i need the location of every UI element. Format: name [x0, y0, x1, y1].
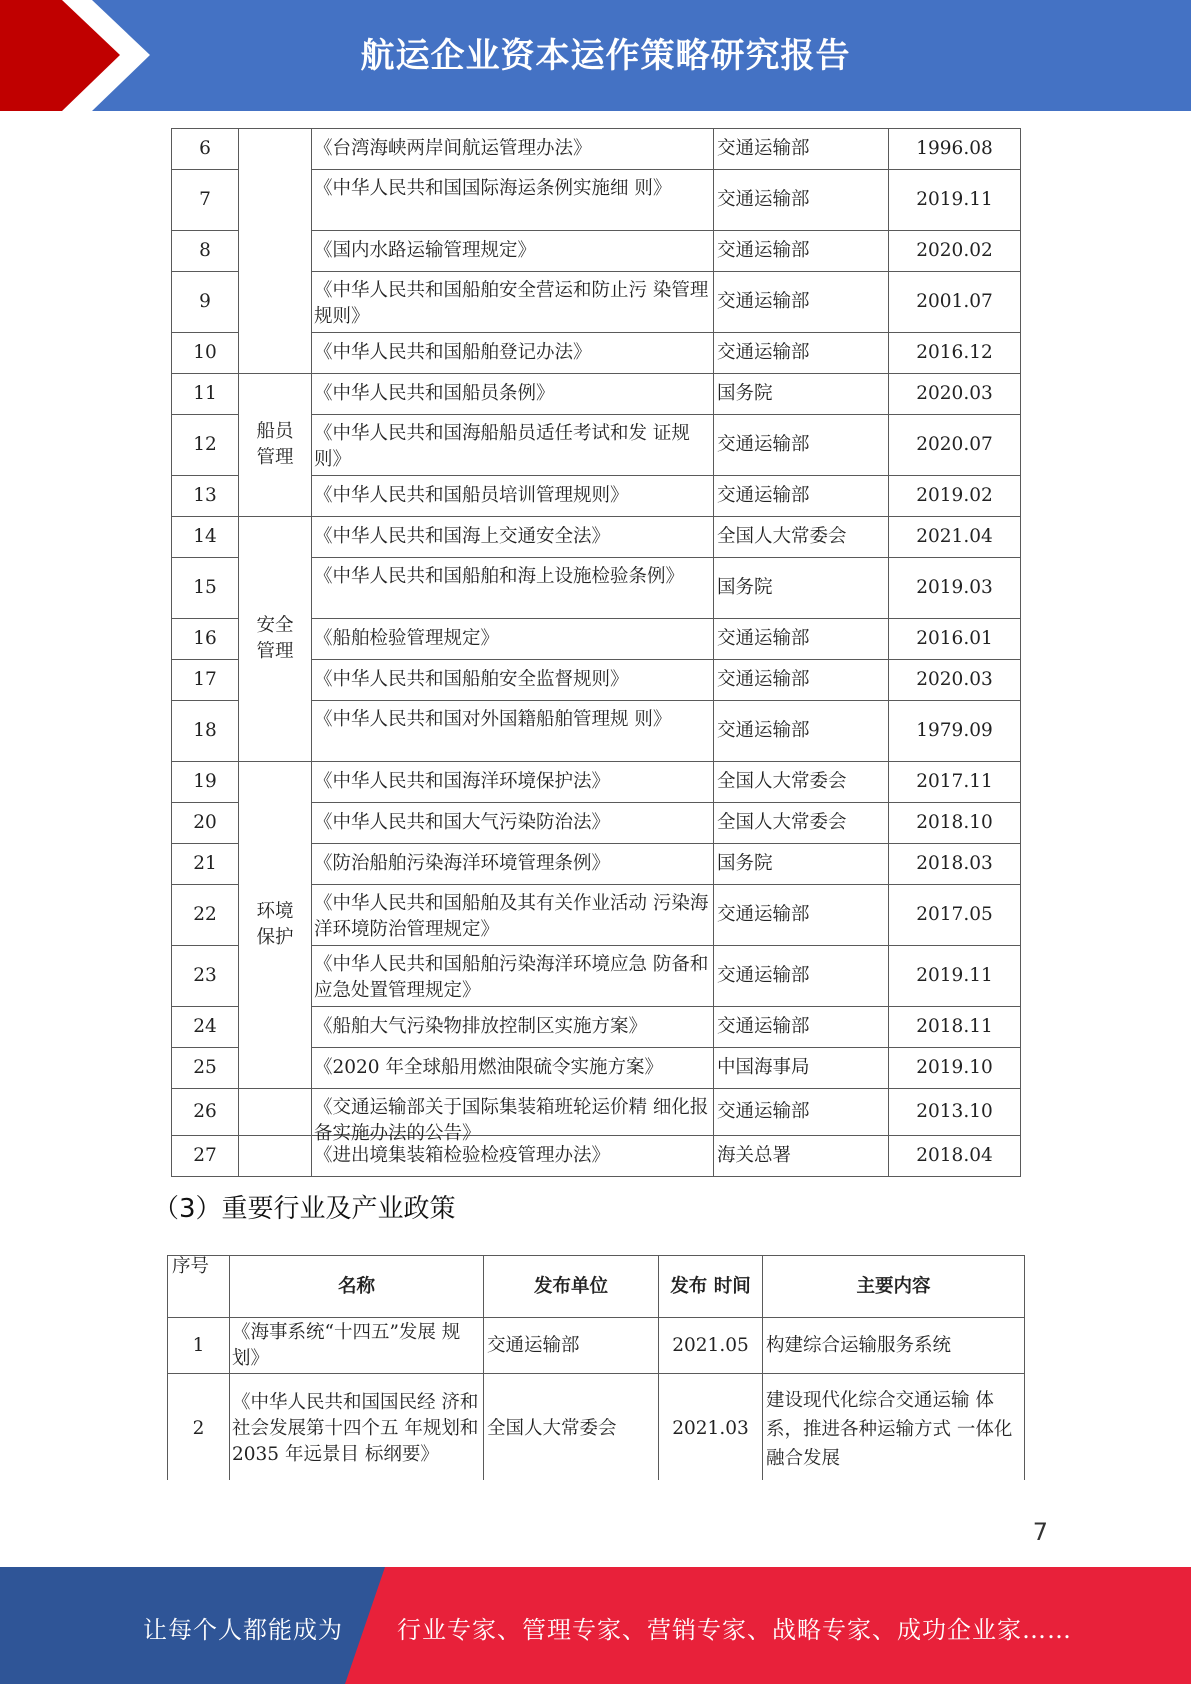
issuer: 交通运输部 — [714, 272, 889, 333]
issuer: 国务院 — [714, 844, 889, 885]
policies-table — [167, 1255, 1025, 1485]
issue-date: 2013.10 — [889, 1089, 1021, 1136]
issue-date: 2016.01 — [889, 619, 1021, 660]
category-cell-empty — [239, 1136, 312, 1177]
header-date: 发布 时间 — [659, 1256, 763, 1318]
regulation-name: 《中华人民共和国船舶安全监督规则》 — [312, 660, 714, 701]
policy-name: 《中华人民共和国国民经 济和社会发展第十四个五 年规划和 2035 年远景目 标纲要》 — [230, 1374, 484, 1485]
issuer: 交通运输部 — [714, 946, 889, 1007]
regulation-name: 《中华人民共和国船员条例》 — [312, 374, 714, 415]
table-header-row — [168, 1256, 1025, 1318]
issuer: 交通运输部 — [714, 476, 889, 517]
header-content: 主要内容 — [763, 1256, 1025, 1318]
row-number: 24 — [172, 1007, 239, 1048]
issue-date: 2016.12 — [889, 333, 1021, 374]
issuer: 全国人大常委会 — [714, 517, 889, 558]
row-number: 22 — [172, 885, 239, 946]
issuer: 全国人大常委会 — [714, 762, 889, 803]
category-safety-management — [239, 517, 312, 762]
regulation-name: 《中华人民共和国海洋环境保护法》 — [312, 762, 714, 803]
category-crew-management — [239, 374, 312, 517]
issue-date: 2019.03 — [889, 558, 1021, 619]
main-content: 建设现代化综合交通运输 体系，推进各种运输方式 一体化融合发展 — [763, 1374, 1025, 1485]
footer-slogan-left: 让每个人都能成为 — [143, 1616, 343, 1644]
regulation-name: 《中华人民共和国船舶安全营运和防止污 染管理规则》 — [312, 272, 714, 333]
regulation-name: 《台湾海峡两岸间航运管理办法》 — [312, 129, 714, 170]
page-footer — [0, 1567, 1191, 1684]
issuer: 交通运输部 — [714, 231, 889, 272]
regulations-table — [171, 128, 1021, 1177]
row-number: 11 — [172, 374, 239, 415]
issuer: 交通运输部 — [714, 619, 889, 660]
row-number: 7 — [172, 170, 239, 231]
policy-name: 《海事系统“十四五”发展 规划》 — [230, 1318, 484, 1374]
issue-date: 2021.04 — [889, 517, 1021, 558]
regulation-name-text: 《交通运输部关于国际集装箱班轮运价精 细化报备实施办法的公告》 — [314, 1097, 709, 1144]
issuer: 交通运输部 — [714, 1089, 889, 1136]
row-number: 23 — [172, 946, 239, 1007]
row-number: 2 — [168, 1374, 230, 1485]
header-name: 名称 — [230, 1256, 484, 1318]
section-heading: （3）重要行业及产业政策 — [153, 1194, 456, 1224]
row-number: 8 — [172, 231, 239, 272]
issue-date: 2001.07 — [889, 272, 1021, 333]
category-line: 管理 — [256, 641, 294, 662]
issue-date: 2021.03 — [659, 1374, 763, 1485]
issuer: 交通运输部 — [714, 701, 889, 762]
regulation-name: 《国内水路运输管理规定》 — [312, 231, 714, 272]
table-row — [172, 517, 1021, 558]
issue-date: 2019.02 — [889, 476, 1021, 517]
issuer: 交通运输部 — [714, 885, 889, 946]
issue-date: 2018.11 — [889, 1007, 1021, 1048]
row-number: 9 — [172, 272, 239, 333]
regulation-name: 《中华人民共和国船舶登记办法》 — [312, 333, 714, 374]
issue-date: 2017.05 — [889, 885, 1021, 946]
regulation-name: 《中华人民共和国海船船员适任考试和发 证规则》 — [312, 415, 714, 476]
row-number: 16 — [172, 619, 239, 660]
row-number: 21 — [172, 844, 239, 885]
issuer: 全国人大常委会 — [714, 803, 889, 844]
issuer: 交通运输部 — [714, 170, 889, 231]
main-content: 构建综合运输服务系统 — [763, 1318, 1025, 1374]
table-row — [172, 1136, 1021, 1177]
category-cell-empty — [239, 1089, 312, 1136]
issuer: 交通运输部 — [714, 333, 889, 374]
regulation-name: 《中华人民共和国对外国籍船舶管理规 则》 — [312, 701, 714, 762]
category-line: 管理 — [256, 447, 294, 468]
table-cutoff-mask — [160, 1480, 1040, 1500]
issuer: 全国人大常委会 — [484, 1374, 659, 1485]
issue-date: 2017.11 — [889, 762, 1021, 803]
table-row — [172, 129, 1021, 170]
row-number: 26 — [172, 1089, 239, 1136]
regulation-name — [312, 1089, 714, 1144]
issuer: 中国海事局 — [714, 1048, 889, 1089]
row-number: 1 — [168, 1318, 230, 1374]
issue-date: 2018.10 — [889, 803, 1021, 844]
table-row — [168, 1318, 1025, 1374]
table-row — [172, 374, 1021, 415]
issuer: 国务院 — [714, 374, 889, 415]
issue-date: 2019.10 — [889, 1048, 1021, 1089]
row-number: 19 — [172, 762, 239, 803]
row-number: 15 — [172, 558, 239, 619]
row-number: 14 — [172, 517, 239, 558]
header-issuer: 发布单位 — [484, 1256, 659, 1318]
issuer: 海关总署 — [714, 1136, 889, 1177]
issuer: 交通运输部 — [484, 1318, 659, 1374]
category-environmental-protection — [239, 762, 312, 1089]
issue-date: 2020.03 — [889, 660, 1021, 701]
regulation-name: 《中华人民共和国海上交通安全法》 — [312, 517, 714, 558]
issue-date: 1979.09 — [889, 701, 1021, 762]
footer-slogan-right: 行业专家、管理专家、营销专家、战略专家、成功企业家…… — [397, 1616, 1072, 1644]
issue-date: 2021.05 — [659, 1318, 763, 1374]
issue-date: 2018.04 — [889, 1136, 1021, 1177]
table-row — [172, 762, 1021, 803]
row-number: 12 — [172, 415, 239, 476]
page-header — [0, 0, 1191, 111]
row-number: 13 — [172, 476, 239, 517]
regulation-name: 《中华人民共和国国际海运条例实施细 则》 — [312, 170, 714, 231]
category-line: 保护 — [256, 927, 294, 948]
row-number: 6 — [172, 129, 239, 170]
table-row — [168, 1374, 1025, 1485]
row-number: 17 — [172, 660, 239, 701]
row-number: 25 — [172, 1048, 239, 1089]
issuer: 国务院 — [714, 558, 889, 619]
regulation-name: 《中华人民共和国大气污染防治法》 — [312, 803, 714, 844]
category-line: 船员 — [256, 421, 294, 442]
issue-date: 1996.08 — [889, 129, 1021, 170]
regulation-name: 《进出境集装箱检验检疫管理办法》 — [312, 1136, 714, 1177]
issue-date: 2020.03 — [889, 374, 1021, 415]
issue-date: 2020.02 — [889, 231, 1021, 272]
regulation-name: 《船舶检验管理规定》 — [312, 619, 714, 660]
row-number: 20 — [172, 803, 239, 844]
row-number: 27 — [172, 1136, 239, 1177]
regulation-name: 《船舶大气污染物排放控制区实施方案》 — [312, 1007, 714, 1048]
regulation-name: 《中华人民共和国船员培训管理规则》 — [312, 476, 714, 517]
regulation-name: 《中华人民共和国船舶和海上设施检验条例》 — [312, 558, 714, 619]
report-title: 航运企业资本运作策略研究报告 — [360, 36, 851, 76]
issuer: 交通运输部 — [714, 129, 889, 170]
row-number: 18 — [172, 701, 239, 762]
issue-date: 2020.07 — [889, 415, 1021, 476]
regulation-name: 《中华人民共和国船舶及其有关作业活动 污染海洋环境防治管理规定》 — [312, 885, 714, 946]
regulation-name: 《防治船舶污染海洋环境管理条例》 — [312, 844, 714, 885]
issuer: 交通运输部 — [714, 660, 889, 701]
header-index: 序号 — [168, 1256, 230, 1318]
category-line: 环境 — [256, 901, 294, 922]
issue-date: 2019.11 — [889, 170, 1021, 231]
issuer: 交通运输部 — [714, 1007, 889, 1048]
row-number: 10 — [172, 333, 239, 374]
category-cell-empty — [239, 129, 312, 374]
page-number: 7 — [1032, 1518, 1048, 1546]
category-line: 安全 — [256, 615, 294, 636]
issuer: 交通运输部 — [714, 415, 889, 476]
issue-date: 2018.03 — [889, 844, 1021, 885]
table-row — [172, 1089, 1021, 1136]
regulation-name: 《中华人民共和国船舶污染海洋环境应急 防备和应急处置管理规定》 — [312, 946, 714, 1007]
issue-date: 2019.11 — [889, 946, 1021, 1007]
regulation-name: 《2020 年全球船用燃油限硫令实施方案》 — [312, 1048, 714, 1089]
